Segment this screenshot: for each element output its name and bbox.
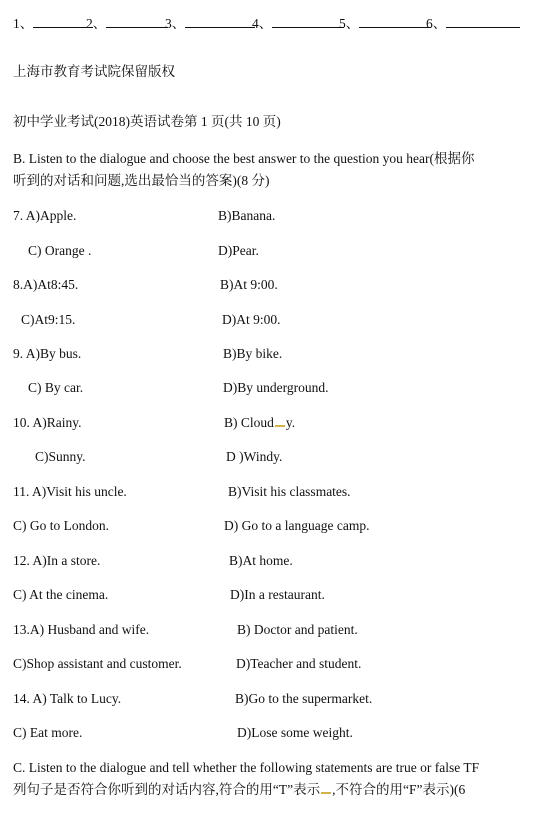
- answer-blank-6[interactable]: 6、: [426, 12, 520, 32]
- q7-option-c[interactable]: C) Orange .: [28, 243, 92, 258]
- q7-option-a[interactable]: 7. A)Apple.: [13, 208, 77, 223]
- q11-option-b[interactable]: B)Visit his classmates.: [228, 484, 351, 499]
- q11-option-d[interactable]: D) Go to a language camp.: [224, 518, 370, 533]
- q9-option-c[interactable]: C) By car.: [28, 380, 84, 395]
- section-b-instruction-line2: 听到的对话和问题,选出最恰当的答案)(8 分): [13, 173, 270, 188]
- q14-option-c[interactable]: C) Eat more.: [13, 725, 83, 740]
- section-b-instruction-line1: B. Listen to the dialogue and choose the best answer to the question you hear(根据你: [13, 151, 475, 166]
- q8-option-b[interactable]: B)At 9:00.: [220, 277, 278, 292]
- q10-option-b[interactable]: B) Cloud y.: [224, 415, 296, 430]
- highlight-mark: [275, 425, 285, 427]
- q14-option-b[interactable]: B)Go to the supermarket.: [235, 691, 373, 706]
- section-b-instruction: [13, 148, 528, 192]
- q10-option-c[interactable]: C)Sunny.: [35, 449, 86, 464]
- q7-option-d[interactable]: D)Pear.: [218, 243, 259, 258]
- q13-option-d[interactable]: D)Teacher and student.: [236, 656, 362, 671]
- q10-option-a[interactable]: 10. A)Rainy.: [13, 415, 82, 430]
- q9-option-b[interactable]: B)By bike.: [223, 346, 283, 361]
- section-c-instruction-line2: 列句子是否符合你听到的对话内容,符合的用“T”表示 ,不符合的用“F”表示)(6: [13, 782, 466, 797]
- answer-blank-2[interactable]: 2、: [86, 12, 168, 32]
- section-c-instruction-line1: C. Listen to the dialogue and tell whether the following statements are true or false TF: [13, 760, 480, 775]
- q12-option-a[interactable]: 12. A)In a store.: [13, 553, 101, 568]
- section-c-instruction: [13, 757, 528, 801]
- q13-option-a[interactable]: 13.A) Husband and wife.: [13, 622, 150, 637]
- q14-option-d[interactable]: D)Lose some weight.: [237, 725, 353, 740]
- answer-blank-4[interactable]: 4、: [252, 12, 344, 32]
- q8-option-c[interactable]: C)At9:15.: [21, 312, 76, 327]
- q12-option-d[interactable]: D)In a restaurant.: [230, 587, 325, 602]
- q13-option-c[interactable]: C)Shop assistant and customer.: [13, 656, 182, 671]
- q7-option-b[interactable]: B)Banana.: [218, 208, 276, 223]
- highlight-mark: [321, 792, 331, 794]
- q13-option-b[interactable]: B) Doctor and patient.: [237, 622, 358, 637]
- answer-blank-1[interactable]: 1、: [13, 12, 93, 32]
- q12-option-b[interactable]: B)At home.: [229, 553, 293, 568]
- q12-option-c[interactable]: C) At the cinema.: [13, 587, 109, 602]
- copyright-notice: 上海市教育考试院保留版权: [13, 64, 175, 79]
- answer-blank-5[interactable]: 5、: [339, 12, 431, 32]
- q11-option-a[interactable]: 11. A)Visit his uncle.: [13, 484, 127, 499]
- page-footer: 初中学业考试(2018)英语试卷第 1 页(共 10 页): [13, 114, 281, 129]
- q10-option-d[interactable]: D )Windy.: [226, 449, 283, 464]
- q11-option-c[interactable]: C) Go to London.: [13, 518, 109, 533]
- q8-option-a[interactable]: 8.A)At8:45.: [13, 277, 79, 292]
- q9-option-a[interactable]: 9. A)By bus.: [13, 346, 82, 361]
- q14-option-a[interactable]: 14. A) Talk to Lucy.: [13, 691, 122, 706]
- answer-blank-3[interactable]: 3、: [165, 12, 255, 32]
- q8-option-d[interactable]: D)At 9:00.: [222, 312, 281, 327]
- q9-option-d[interactable]: D)By underground.: [223, 380, 329, 395]
- answer-blanks-row: [13, 12, 528, 32]
